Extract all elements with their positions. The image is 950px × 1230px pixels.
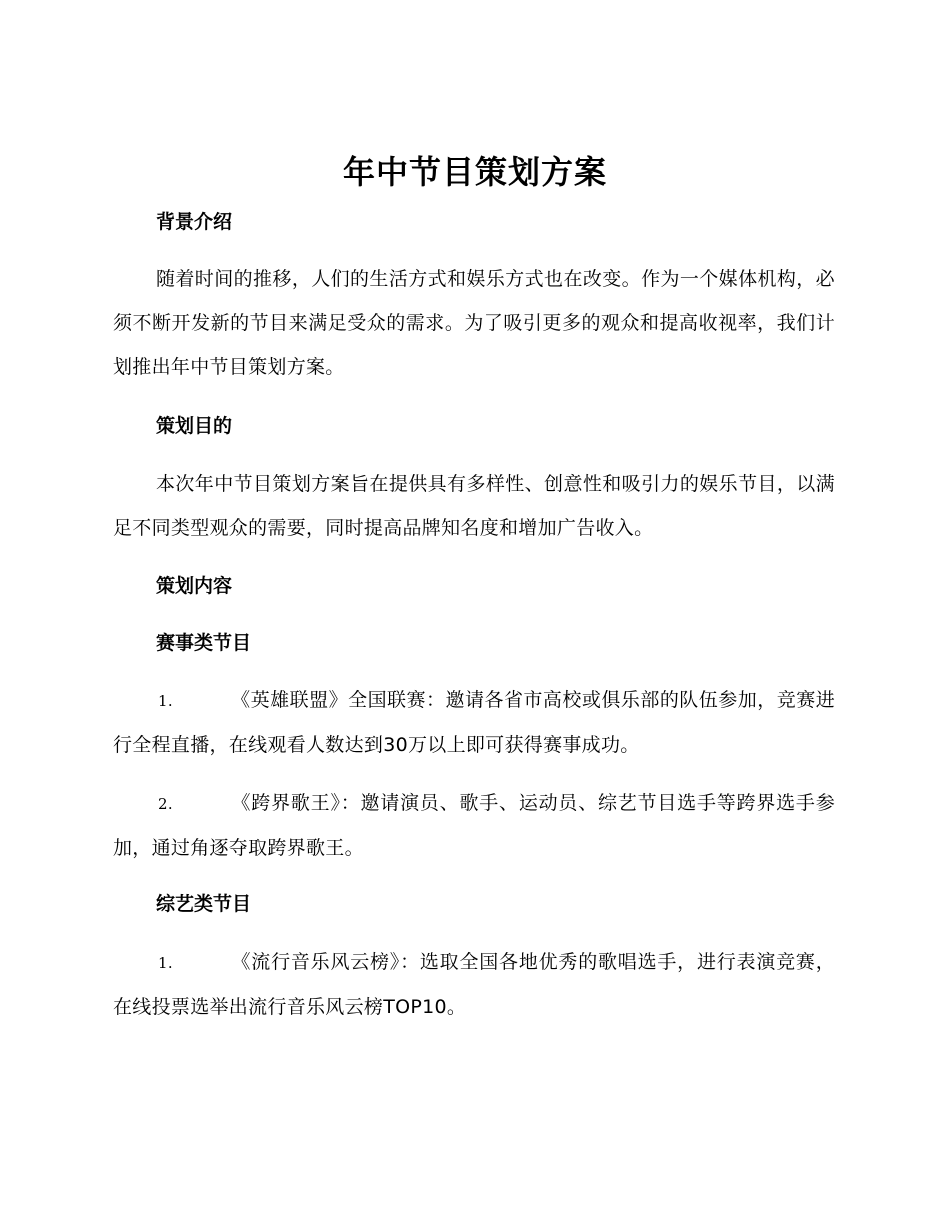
heading-content: 策划内容 — [156, 575, 233, 597]
list-item-number: 1. — [158, 692, 173, 710]
paragraph-purpose: 本次年中节目策划方案旨在提供具有多样性、创意性和吸引力的娱乐节目，以满足不同类型观众的需要，同时提高品牌知名度和增加广告收入。 — [113, 473, 835, 539]
list-item-text: 《英雄联盟》全国联赛：邀请各省市高校或俱乐部的队伍参加，竞赛进行全程直播，在线观看人数达到30万以上即可获得赛事成功。 — [113, 689, 835, 756]
heading-background: 背景介绍 — [156, 211, 233, 233]
list-item-competition-1 — [113, 678, 835, 767]
list-item-text: 《流行音乐风云榜》：选取全国各地优秀的歌唱选手，进行表演竞赛，在线投票选举出流行音乐风云榜TOP10。 — [113, 951, 835, 1018]
heading-purpose: 策划目的 — [156, 415, 233, 437]
list-item-variety-1 — [113, 940, 835, 1029]
list-item-number: 1. — [158, 954, 173, 972]
list-item-text: 《跨界歌王》：邀请演员、歌手、运动员、综艺节目选手等跨界选手参加，通过角逐夺取跨界歌王。 — [113, 792, 835, 859]
list-item-number: 2. — [158, 795, 173, 813]
list-item-competition-2 — [113, 781, 835, 870]
heading-competition: 赛事类节目 — [156, 632, 252, 654]
heading-variety: 综艺类节目 — [156, 893, 252, 915]
document-title: 年中节目策划方案 — [342, 153, 607, 191]
paragraph-background: 随着时间的推移，人们的生活方式和娱乐方式也在改变。作为一个媒体机构，必须不断开发新的节目来满足受众的需求。为了吸引更多的观众和提高收视率，我们计划推出年中节目策划方案。 — [113, 268, 835, 378]
